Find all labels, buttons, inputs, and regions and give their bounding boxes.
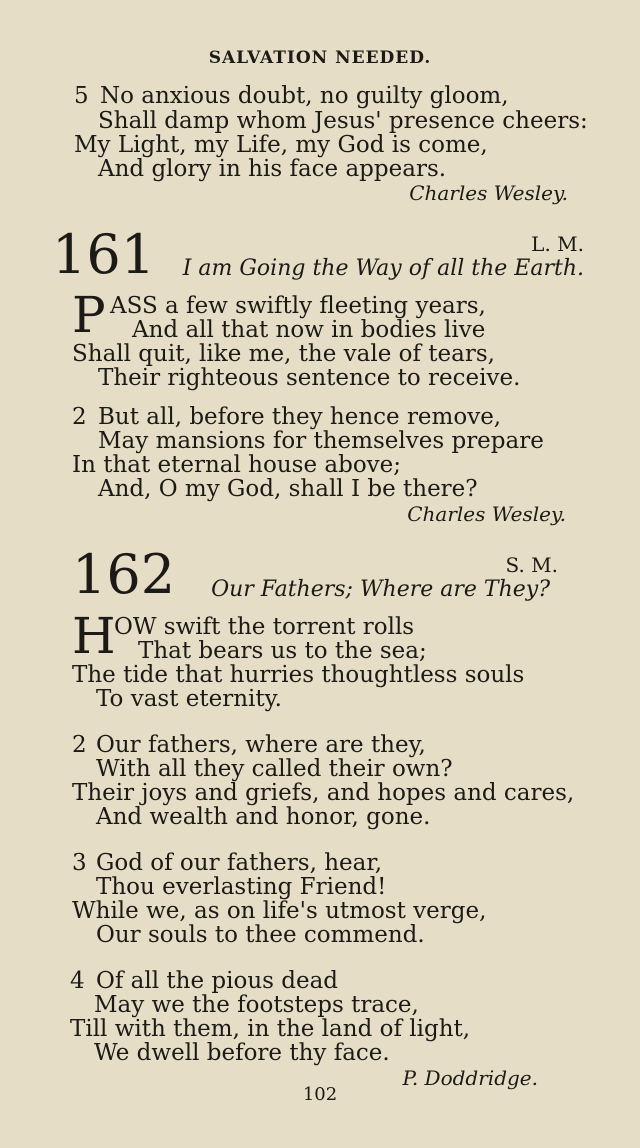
- attribution: Charles Wesley.: [409, 181, 568, 205]
- stanza-number: 5: [74, 83, 89, 109]
- verse-line: ASS a few swiftly fleeting years,: [110, 293, 486, 319]
- verse-line: In that eternal house above;: [72, 452, 402, 478]
- verse-line: That bears us to the sea;: [138, 638, 427, 664]
- drop-cap: H: [72, 607, 116, 665]
- verse-line: And all that now in bodies live: [132, 317, 486, 343]
- verse-line: Their righteous sentence to receive.: [98, 365, 521, 391]
- stanza-number: 2: [72, 404, 87, 430]
- verse-line: While we, as on life's utmost verge,: [72, 898, 487, 924]
- verse-line: My Light, my Life, my God is come,: [74, 132, 488, 158]
- verse-line: And glory in his face appears.: [98, 156, 447, 182]
- verse-line: May we the footsteps trace,: [94, 992, 419, 1018]
- verse-line: And wealth and honor, gone.: [96, 804, 431, 830]
- page-number: 102: [302, 1084, 338, 1105]
- hymn-number: 161: [52, 223, 156, 286]
- hymn-meter: S. M.: [505, 553, 558, 577]
- stanza-number: 4: [70, 968, 85, 994]
- verse-line: And, O my God, shall I be there?: [98, 476, 478, 502]
- verse-line: To vast eternity.: [96, 686, 282, 712]
- verse-line: The tide that hurries thoughtless souls: [72, 662, 525, 688]
- verse-line: OW swift the torrent rolls: [114, 614, 415, 640]
- hymn-meter: L. M.: [531, 232, 584, 256]
- verse-line: With all they called their own?: [96, 756, 453, 782]
- verse-line: Our fathers, where are they,: [96, 732, 426, 758]
- stanza-number: 3: [72, 850, 87, 876]
- verse-line: We dwell before thy face.: [94, 1040, 390, 1066]
- verse-line: No anxious doubt, no guilty gloom,: [100, 83, 509, 109]
- verse-line: But all, before they hence remove,: [98, 404, 502, 430]
- verse-line: Thou everlasting Friend!: [96, 874, 387, 900]
- hymn-title: Our Fathers; Where are They?: [211, 577, 550, 602]
- drop-cap: P: [72, 286, 106, 344]
- verse-line: May mansions for themselves prepare: [98, 428, 544, 454]
- verse-line: Till with them, in the land of light,: [70, 1016, 471, 1042]
- attribution: Charles Wesley.: [407, 502, 566, 526]
- verse-line: Of all the pious dead: [96, 968, 339, 994]
- hymn-number: 162: [72, 543, 176, 606]
- stanza-number: 2: [72, 732, 87, 758]
- attribution: P. Doddridge.: [402, 1066, 538, 1090]
- hymn-title: I am Going the Way of all the Earth.: [182, 256, 584, 281]
- running-header: SALVATION NEEDED.: [208, 48, 432, 68]
- verse-line: Shall damp whom Jesus' presence cheers:: [98, 108, 588, 134]
- verse-line: Their joys and griefs, and hopes and cares,: [72, 780, 575, 806]
- verse-line: Shall quit, like me, the vale of tears,: [72, 341, 495, 367]
- verse-line: God of our fathers, hear,: [96, 850, 383, 876]
- verse-line: Our souls to thee commend.: [96, 922, 425, 948]
